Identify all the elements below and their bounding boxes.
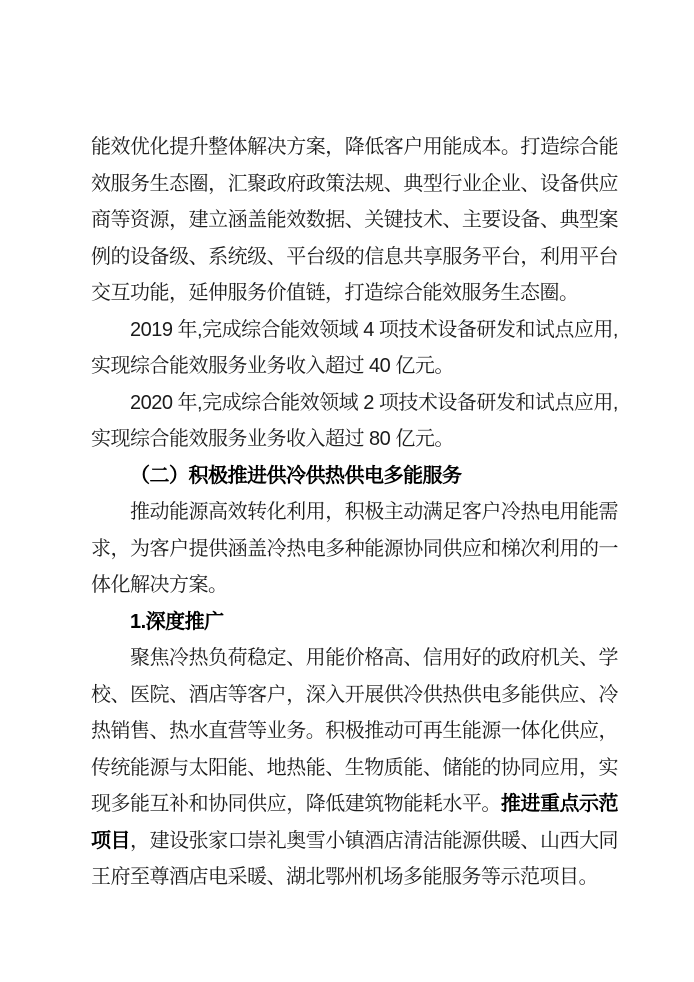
subheading-deep-promotion: 1.深度推广 (130, 610, 224, 633)
paragraph-energy-efficiency-continuation: 能效优化提升整体解决方案，降低客户用能成本。打造综合能效服务生态圈，汇聚政府政策法规、典型行业企业、设备供应商等资源，建立涵盖能效数据、关键技术、主要设备、典型案例的设备级、系统级、平台级的信息共享服务平台，利用平台交互功能，延伸服务价值链，打造综合能效服务生态圈。 (91, 136, 618, 304)
paragraph-2019-target: 2019 年,完成综合能效领域 4 项技术设备研发和试点应用,实现综合能效服务业务收入超过 40 亿元。 (91, 318, 618, 377)
deep-promotion-text-before: 聚焦冷热负荷稳定、用能价格高、信用好的政府机关、学校、医院、酒店等客户，深入开展供冷供热供电多能供应、冷热销售、热水直营等业务。积极推动可再生能源一体化供应，传统能源与太阳能、地热能、生物质能、储能的协同应用，实现多能互补和协同供应，降低建筑物能耗水平。 (91, 647, 618, 815)
deep-promotion-bold-phrase: 推进重点示范项目 (91, 793, 619, 852)
paragraph-multi-energy-intro: 推动能源高效转化利用，积极主动满足客户冷热电用能需求，为客户提供涵盖冷热电多种能源协同供应和梯次利用的一体化解决方案。 (91, 501, 618, 596)
section-heading-two: （二）积极推进供冷供热供电多能服务 (130, 464, 462, 487)
paragraph-deep-promotion (91, 640, 618, 896)
paragraph-2020-target: 2020 年,完成综合能效领域 2 项技术设备研发和试点应用,实现综合能效服务业务收入超过 80 亿元。 (91, 391, 618, 450)
document-content (91, 129, 618, 896)
deep-promotion-text-after: ，建设张家口崇礼奥雪小镇酒店清洁能源供暖、山西大同王府至尊酒店电采暖、湖北鄂州机场多能服务等示范项目。 (91, 829, 619, 888)
